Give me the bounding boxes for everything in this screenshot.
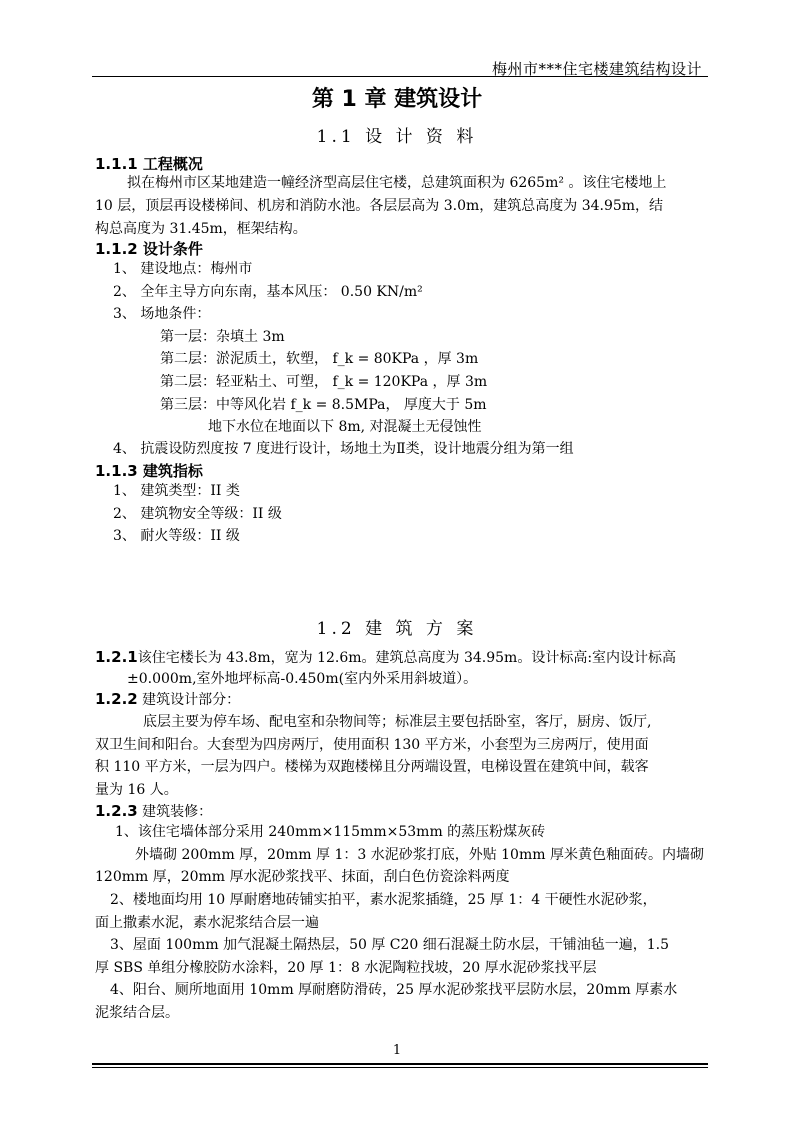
list-item: 1、 建设地点：梅州市	[113, 261, 253, 277]
paragraph-line: 3、屋面 100mm 加气混凝土隔热层，50 厚 C20 细石混凝土防水层，干铺油毡一遍，1.5	[110, 937, 670, 953]
heading-1-2-2-text: 建筑设计部分：	[137, 692, 241, 708]
paragraph-line: 2、楼地面均用 10 厚耐磨地砖铺实拍平，素水泥浆插缝，25 厚 1：4 干硬性水泥砂浆，	[110, 892, 657, 908]
section-1-1-title: 1.1 设 计 资 料	[316, 127, 478, 147]
paragraph-line: 面上撒素水泥，素水泥浆结合层一遍	[95, 915, 319, 931]
paragraph-line: 泥浆结合层。	[95, 1005, 179, 1021]
paragraph-line: 10 层，顶层再设楼梯间、机房和消防水池。各层层高为 3.0m，建筑总高度为 34.95m，结	[95, 198, 664, 214]
heading-1-2-1: 1.2.1	[95, 648, 138, 666]
paragraph-line: 量为 16 人。	[95, 782, 178, 798]
soil-layer: 第三层：中等风化岩 f_k = 8.5MPa， 厚度大于 5m	[160, 397, 487, 413]
paragraph-line: 外墙砌 200mm 厚，20mm 厚 1：3 水泥砂浆打底，外贴 10mm 厚米黄色釉面砖。内墙砌	[135, 847, 704, 863]
list-item: 1、 建筑类型：II 类	[113, 483, 240, 499]
paragraph-line: 该住宅楼长为 43.8m，宽为 12.6m。建筑总高度为 34.95m。设计标高:室内设计标高	[137, 650, 677, 666]
footer-rule-thin	[92, 1067, 708, 1068]
heading-1-1-3: 1.1.3 建筑指标	[95, 462, 203, 480]
paragraph-line: 积 110 平方米，一层为四户。楼梯为双跑楼梯且分两端设置，电梯设置在建筑中间，载客	[95, 759, 649, 775]
paragraph-line: 拟在梅州市区某地建造一幢经济型高层住宅楼，总建筑面积为 6265m² 。该住宅楼地上	[127, 175, 667, 191]
heading-1-2-2: 1.2.2	[95, 690, 138, 708]
soil-layer: 第一层：杂填土 3m	[160, 329, 285, 345]
list-item: 2、 建筑物安全等级：II 级	[113, 506, 282, 522]
list-item: 2、 全年主导方向东南，基本风压： 0.50 KN/m²	[113, 284, 423, 300]
page-number: 1	[392, 1043, 402, 1058]
list-item: 4、 抗震设防烈度按 7 度进行设计，场地土为Ⅱ类，设计地震分组为第一组	[113, 441, 574, 457]
list-item: 3、 耐火等级：II 级	[113, 528, 240, 544]
section-1-2-title: 1.2 建 筑 方 案	[316, 619, 478, 639]
paragraph-line: 构总高度为 31.45m，框架结构。	[95, 221, 307, 237]
list-item: 3、 场地条件：	[113, 306, 211, 322]
groundwater-note: 地下水位在地面以下 8m, 对混凝土无侵蚀性	[208, 419, 482, 435]
paragraph-line: 1、该住宅墙体部分采用 240mm×115mm×53mm 的蒸压粉煤灰砖	[115, 824, 546, 840]
header-title: 梅州市***住宅楼建筑结构设计	[491, 60, 702, 78]
paragraph-line: 120mm 厚，20mm 厚水泥砂浆找平、抹面，刮白色仿瓷涂料两度	[95, 869, 510, 885]
heading-1-2-3: 1.2.3	[95, 802, 138, 820]
soil-layer: 第二层：淤泥质土，软塑， f_k = 80KPa ，厚 3m	[160, 351, 479, 367]
paragraph-line: ±0.000m,室外地坪标高-0.450m(室内外采用斜坡道）。	[127, 671, 478, 687]
heading-1-1-2: 1.1.2 设计条件	[95, 240, 203, 258]
paragraph-line: 底层主要为停车场、配电室和杂物间等；标准层主要包括卧室，客厅，厨房、饭厅,	[143, 714, 652, 730]
paragraph-line: 4、阳台、厕所地面用 10mm 厚耐磨防滑砖，25 厚水泥砂浆找平层防水层，20mm 厚素水	[110, 982, 678, 998]
heading-1-2-2-row	[95, 688, 240, 712]
paragraph-line: 双卫生间和阳台。大套型为四房两厅，使用面积 130 平方米，小套型为三房两厅，使用面	[95, 737, 649, 753]
header-rule	[92, 76, 708, 77]
soil-layer: 第二层：轻亚粘土、可塑， f_k = 120KPa ，厚 3m	[160, 374, 488, 390]
paragraph-line: 厚 SBS 单组分橡胶防水涂料，20 厚 1：8 水泥陶粒找坡，20 厚水泥砂浆找平层	[95, 960, 597, 976]
footer-rule-thick	[92, 1063, 708, 1065]
chapter-title: 第 1 章 建筑设计	[311, 87, 483, 112]
heading-1-1-1: 1.1.1 工程概况	[95, 155, 203, 173]
heading-1-2-3-text: 建筑装修：	[137, 804, 213, 820]
paragraph-1-2-1	[95, 646, 676, 670]
